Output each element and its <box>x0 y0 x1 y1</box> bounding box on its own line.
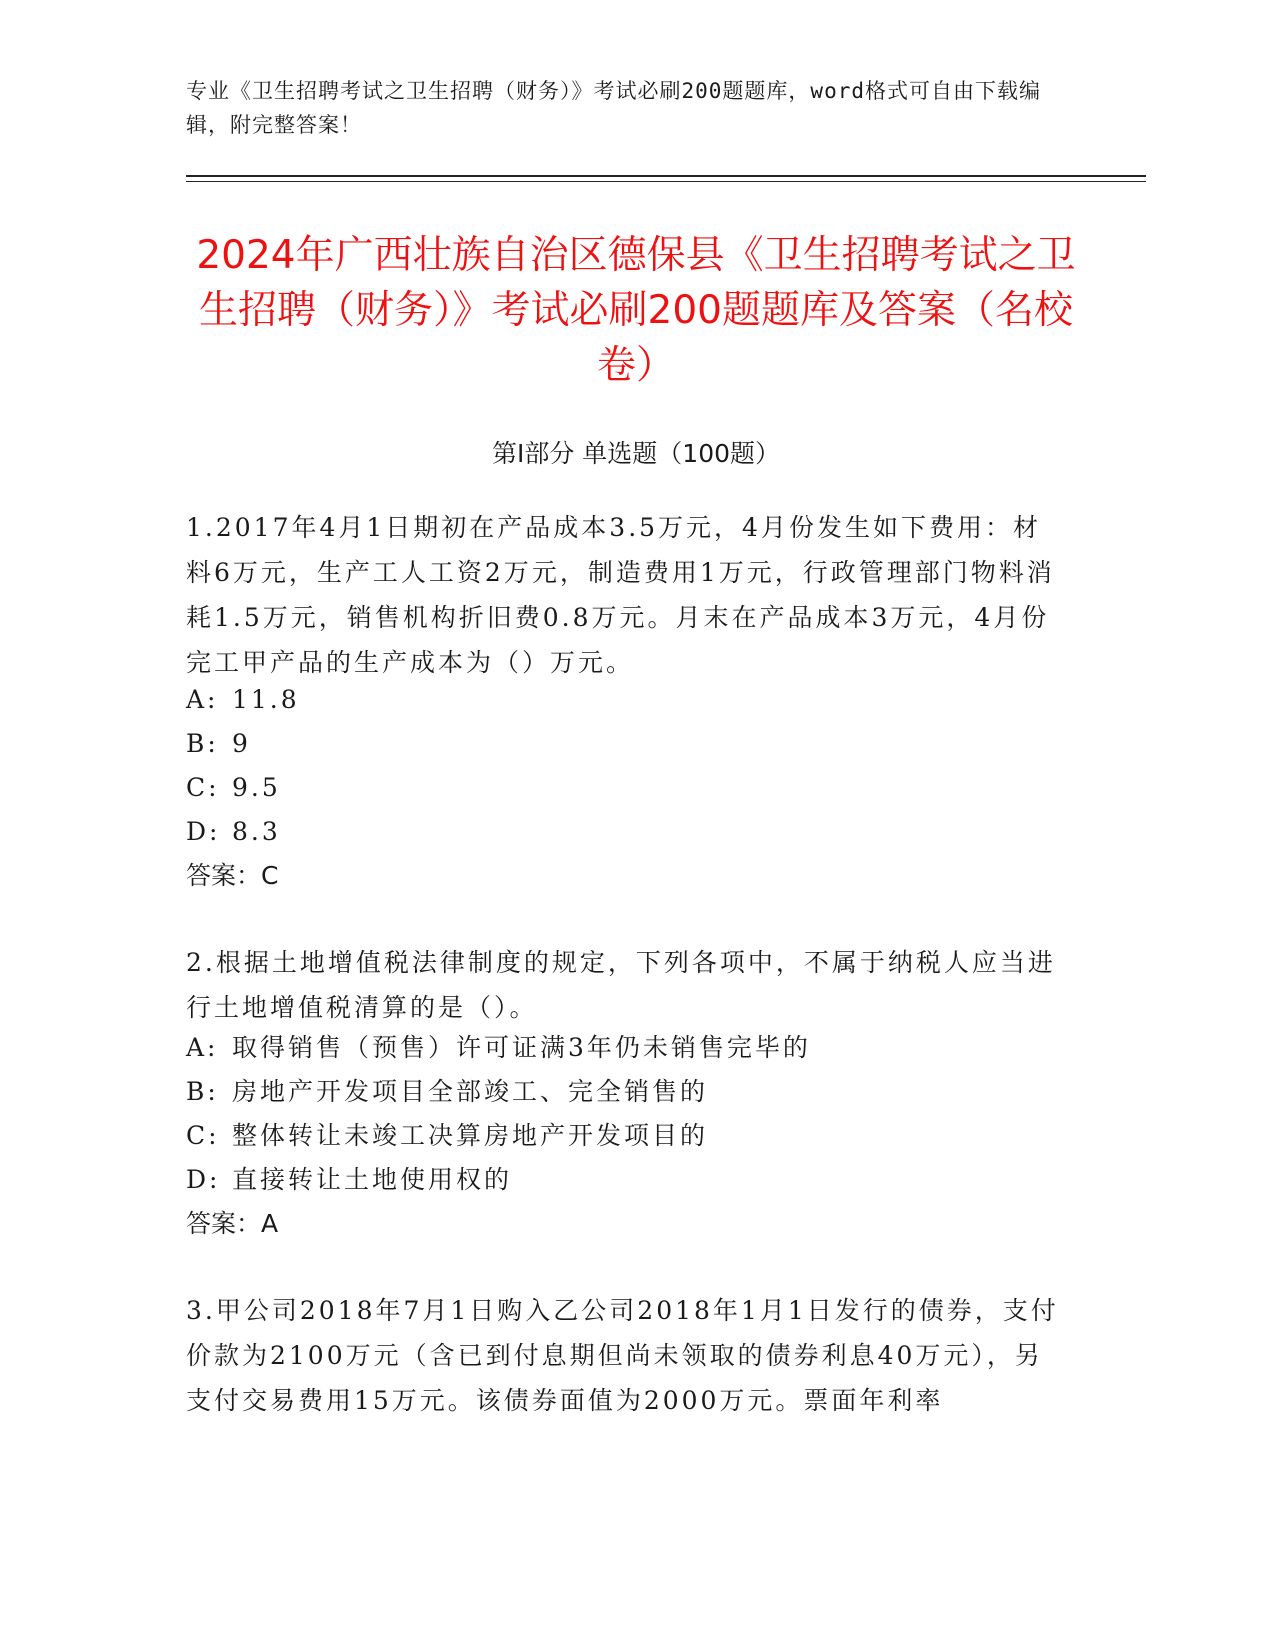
section-title: 第I部分 单选题（100题） <box>491 439 781 468</box>
option-label: C: <box>186 1121 220 1150</box>
option-text: 整体转让未竣工决算房地产开发项目的 <box>232 1121 709 1150</box>
option-text: 8.3 <box>232 817 281 846</box>
option-label: D: <box>186 1165 221 1194</box>
header-divider-thin <box>186 181 1146 182</box>
option-text: 取得销售（预售）许可证满3年仍未销售完毕的 <box>232 1033 811 1062</box>
option-text: 房地产开发项目全部竣工、完全销售的 <box>232 1077 709 1106</box>
question-2-option-b <box>186 1069 1066 1114</box>
header-note: 专业《卫生招聘考试之卫生招聘（财务）》考试必刷200题题库，word格式可自由下载编辑，附完整答案！ <box>186 79 1041 137</box>
answer-value: A <box>261 1209 279 1238</box>
question-1-text: 1.2017年4月1日期初在产品成本3.5万元，4月份发生如下费用：材料6万元，生产工人工资2万元，制造费用1万元，行政管理部门物料消耗1.5万元，销售机构折旧费0.8万元。月末在产品成本3万元，4月份完工甲产品的生产成本为（）万元。 <box>186 513 1055 677</box>
option-label: C: <box>186 773 220 802</box>
option-text: 9 <box>232 729 251 758</box>
option-label: B: <box>186 729 219 758</box>
option-text: 9.5 <box>232 773 281 802</box>
question-1-option-b <box>186 721 1066 766</box>
option-label: A: <box>186 685 219 714</box>
option-label: B: <box>186 1077 219 1106</box>
question-1-option-d <box>186 809 1066 854</box>
option-label: D: <box>186 817 221 846</box>
option-text: 直接转让土地使用权的 <box>232 1165 513 1194</box>
question-2-option-c <box>186 1113 1066 1158</box>
question-1-answer <box>186 853 1066 898</box>
question-2-option-a <box>186 1025 1066 1070</box>
answer-prefix: 答案： <box>186 1209 262 1238</box>
header-divider-thick <box>186 175 1146 177</box>
question-1-option-a <box>186 677 1066 722</box>
question-3-text: 3.甲公司2018年7月1日购入乙公司2018年1月1日发行的债券，支付价款为2100万元（含已到付息期但尚未领取的债券利息40万元），另支付交易费用15万元。该债券面值为2000万元。票面年利率 <box>186 1296 1059 1415</box>
document-title: 2024年广西壮族自治区德保县《卫生招聘考试之卫生招聘（财务）》考试必刷200题题库及答案（名校卷） <box>196 233 1076 388</box>
answer-prefix: 答案： <box>186 861 262 890</box>
option-text: 11.8 <box>232 685 300 714</box>
question-1-option-c <box>186 765 1066 810</box>
question-2-text: 2.根据土地增值税法律制度的规定，下列各项中，不属于纳税人应当进行土地增值税清算的是（）。 <box>186 948 1056 1022</box>
answer-value: C <box>261 861 279 890</box>
question-2-answer <box>186 1201 1066 1246</box>
question-2-option-d <box>186 1157 1066 1202</box>
option-label: A: <box>186 1033 219 1062</box>
